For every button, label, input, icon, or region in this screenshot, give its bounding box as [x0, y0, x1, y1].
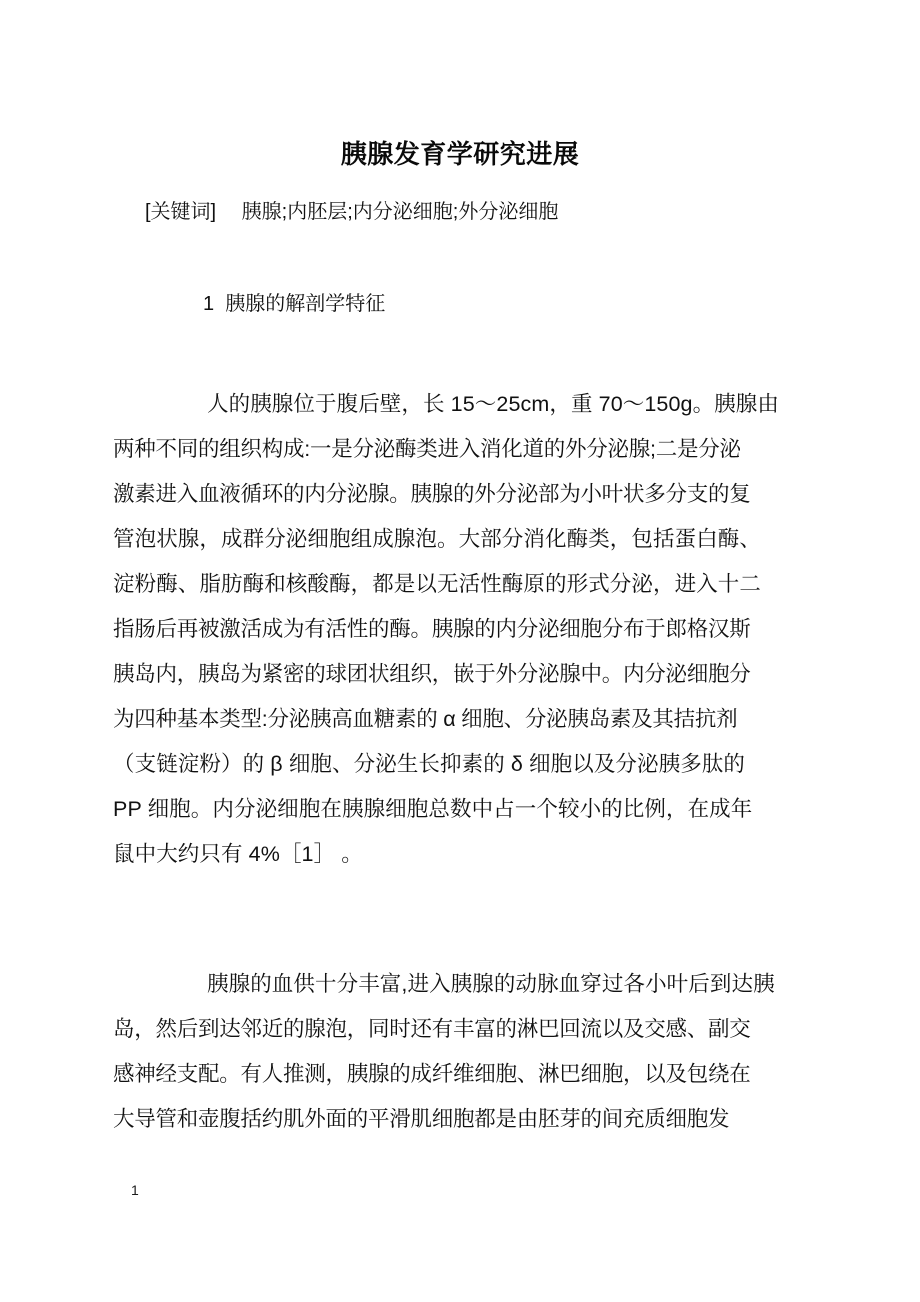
text-line: PP 细胞。内分泌细胞在胰腺细胞总数中占一个较小的比例，在成年 [113, 797, 753, 821]
text-line: （支链淀粉）的 β 细胞、分泌生长抑素的 δ 细胞以及分泌胰多肽的 [113, 752, 746, 776]
text-line: 为四种基本类型:分泌胰高血糖素的 α 细胞、分泌胰岛素及其拮抗剂 [113, 707, 738, 731]
section-heading-1: 1 胰腺的解剖学特征 [203, 293, 386, 315]
paragraph-2 [113, 962, 807, 1142]
text-line: 两种不同的组织构成:一是分泌酶类进入消化道的外分泌腺;二是分泌 [113, 437, 741, 461]
text-line: 管泡状腺，成群分泌细胞组成腺泡。大部分消化酶类，包括蛋白酶、 [113, 527, 762, 551]
text-line: 胰腺的血供十分丰富,进入胰腺的动脉血穿过各小叶后到达胰 [207, 972, 775, 996]
text-line: 大导管和壶腹括约肌外面的平滑肌细胞都是由胚芽的间充质细胞发 [113, 1107, 730, 1131]
page-number: 1 [131, 1182, 139, 1198]
text-line: 淀粉酶、脂肪酶和核酸酶，都是以无活性酶原的形式分泌，进入十二 [113, 572, 762, 596]
paragraph-1 [113, 382, 807, 877]
text-line: 胰岛内，胰岛为紧密的球团状组织，嵌于外分泌腺中。内分泌细胞分 [113, 662, 751, 686]
text-line: 岛，然后到达邻近的腺泡，同时还有丰富的淋巴回流以及交感、副交 [113, 1017, 751, 1041]
page-title: 胰腺发育学研究进展 [340, 139, 580, 170]
keywords-line: [关键词] 胰腺;内胚层;内分泌细胞;外分泌细胞 [145, 201, 559, 223]
text-line: 指肠后再被激活成为有活性的酶。胰腺的内分泌细胞分布于郎格汉斯 [113, 617, 751, 641]
text-line: 鼠中大约只有 4%［1］ 。 [113, 842, 363, 866]
text-line: 激素进入血液循环的内分泌腺。胰腺的外分泌部为小叶状多分支的复 [113, 482, 751, 506]
text-line: 人的胰腺位于腹后壁，长 15～25cm，重 70～150g。胰腺由 [207, 392, 779, 416]
text-line: 感神经支配。有人推测，胰腺的成纤维细胞、淋巴细胞，以及包绕在 [113, 1062, 751, 1086]
